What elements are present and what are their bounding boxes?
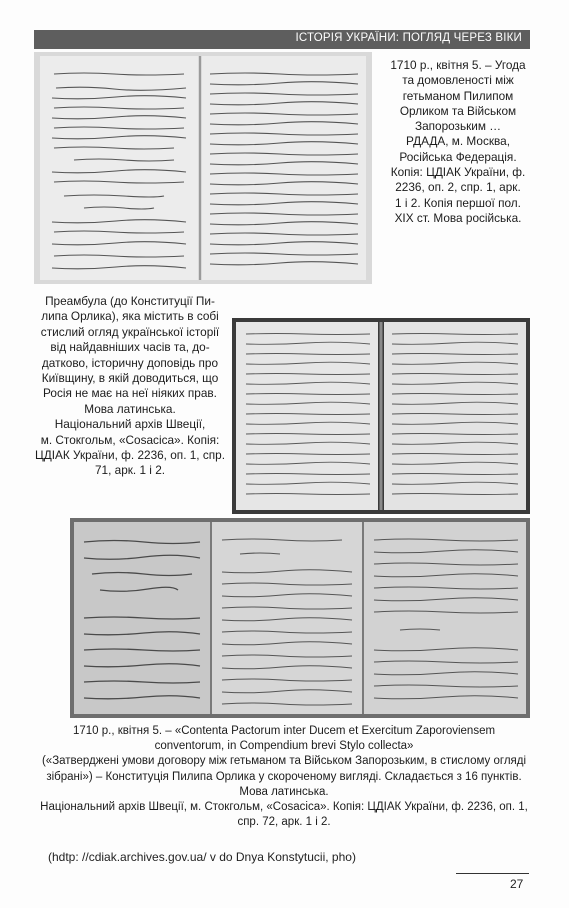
caption-line: Запорозьким … bbox=[414, 119, 502, 134]
caption-line: стислий огляд української історії bbox=[40, 324, 220, 339]
caption-line: 1710 р., квітня 5. – «Contenta Pactorum inter Ducem et Exercitum Zaporoviensem bbox=[72, 725, 496, 737]
caption-line: Мова латинська. bbox=[239, 785, 329, 798]
caption-line: Орликом та Військом bbox=[399, 103, 517, 118]
caption-line: XIX ст. Мова російська. bbox=[394, 210, 522, 225]
caption-line: Преамбула (до Конституції Пи- bbox=[45, 294, 215, 308]
footer-rule bbox=[456, 873, 529, 874]
caption-line: Київщину, в якій доводиться, що bbox=[41, 371, 219, 386]
manuscript-photo-russian bbox=[34, 52, 372, 284]
caption-line: від найдавніших часів та, до- bbox=[50, 340, 210, 355]
caption-line: Російська Федерація. bbox=[399, 149, 517, 164]
manuscript-image bbox=[232, 318, 530, 514]
page-number: 27 bbox=[510, 877, 524, 891]
caption-line: 2236, оп. 2, спр. 1, арк. bbox=[395, 180, 521, 195]
caption-contenta-pactorum bbox=[34, 724, 534, 830]
manuscript-image bbox=[34, 52, 372, 284]
manuscript-photo-contenta-pactorum bbox=[70, 518, 530, 718]
caption-line: м. Стокгольм, «Cosacica». Копія: bbox=[40, 432, 220, 447]
caption-line: зібрані») – Конституція Пилипа Орлика у скороченому вигляді. Складається з 16 пунктів. bbox=[46, 770, 522, 783]
caption-line: («Затверджені умови договору між гетьманом та Військом Запорозьким, в стислому огляді bbox=[41, 755, 527, 768]
caption-russian-agreement bbox=[378, 58, 538, 226]
caption-line: Росія не має на неї ніяких прав. bbox=[43, 386, 217, 401]
caption-line: та домовленості між bbox=[402, 73, 514, 88]
caption-line: спр. 72, арк. 1 і 2. bbox=[237, 816, 331, 829]
manuscript-photo-preamble bbox=[232, 318, 530, 514]
caption-line: датково, історичну доповідь про bbox=[41, 355, 219, 370]
manuscript-image bbox=[70, 518, 530, 718]
caption-line: гетьманом Пилипом bbox=[402, 88, 514, 103]
header-bar bbox=[34, 30, 530, 49]
caption-line: Національний архів Швеції, м. Стокгольм, «Cosacica». Копія: ЦДІАК України, ф. 2236, оп. 1, bbox=[40, 801, 528, 814]
caption-line: 1710 р., квітня 5. – Угода bbox=[390, 58, 526, 72]
caption-line: Мова латинська. bbox=[84, 401, 176, 416]
caption-line: ЦДІАК України, ф. 2236, оп. 1, спр. bbox=[34, 448, 225, 463]
caption-preamble bbox=[30, 294, 230, 479]
caption-line: 1 і 2. Копія першої пол. bbox=[395, 195, 521, 210]
caption-line: Копія: ЦДІАК України, ф. bbox=[390, 165, 526, 180]
caption-line: липа Орлика), яка містить в собі bbox=[41, 309, 219, 324]
source-note: (hdtp: //cdiak.archives.gov.ua/ v do Dnya Konstytucii, pho) bbox=[48, 850, 356, 864]
caption-line: conventorum, in Compendium brevi Stylo collecta» bbox=[154, 740, 414, 753]
caption-line: 71, арк. 1 і 2. bbox=[94, 463, 166, 478]
caption-line: РДАДА, м. Москва, bbox=[406, 134, 510, 149]
caption-line: Національний архів Швеції, bbox=[54, 417, 206, 432]
header-title: ІСТОРІЯ УКРАЇНИ: ПОГЛЯД ЧЕРЕЗ ВІКИ bbox=[295, 32, 522, 44]
